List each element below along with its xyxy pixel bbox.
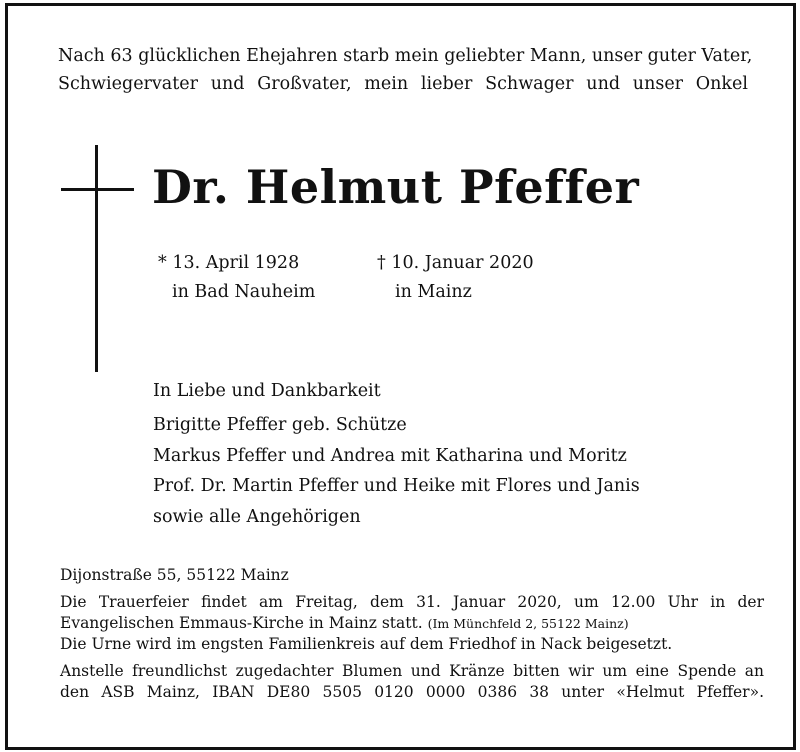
donation-line-2: den ASB Mainz, IBAN DE80 5505 0120 0000 0386 38 unter «Helmut Pfeffer».	[60, 683, 764, 701]
ceremony-location: Evangelischen Emmaus-Kirche in Mainz statt.	[60, 614, 423, 632]
intro-line-2: Schwiegervater und Großvater, mein lieber Schwager und unser Onkel	[58, 74, 748, 94]
deceased-name: Dr. Helmut Pfeffer	[152, 160, 640, 214]
intro-line-1: Nach 63 glücklichen Ehejahren starb mein geliebter Mann, unser guter Vater,	[58, 46, 753, 66]
family-address: Dijonstraße 55, 55122 Mainz	[60, 566, 289, 584]
cross-icon-vertical	[95, 145, 98, 372]
cross-icon-horizontal	[61, 188, 134, 191]
donation-line-1: Anstelle freundlichst zugedachter Blumen und Kränze bitten wir um eine Spende an	[60, 662, 764, 680]
death-info	[377, 249, 534, 307]
family-member: Markus Pfeffer und Andrea mit Katharina und Moritz	[153, 445, 627, 466]
death-date: † 10. Januar 2020	[377, 253, 534, 273]
birth-date: * 13. April 1928	[158, 253, 300, 273]
family-member: Prof. Dr. Martin Pfeffer und Heike mit Flores und Janis	[153, 476, 640, 496]
funeral-notice	[60, 592, 764, 703]
urn-line: Die Urne wird im engsten Familienkreis auf dem Friedhof in Nack beigesetzt.	[60, 635, 673, 653]
thanks-line: In Liebe und Dankbarkeit	[153, 381, 381, 401]
family-member: Brigitte Pfeffer geb. Schütze	[153, 415, 407, 435]
ceremony-address: (Im Münchfeld 2, 55122 Mainz)	[427, 616, 629, 631]
death-place: in Mainz	[395, 282, 472, 302]
birth-info	[158, 249, 315, 307]
birth-place: in Bad Nauheim	[172, 282, 316, 302]
intro-text	[58, 42, 753, 98]
ceremony-line-2	[60, 613, 764, 634]
family-member: sowie alle Angehörigen	[153, 506, 361, 527]
ceremony-line-1: Die Trauerfeier findet am Freitag, dem 31. Januar 2020, um 12.00 Uhr in der	[60, 593, 764, 611]
family-section	[153, 377, 640, 532]
